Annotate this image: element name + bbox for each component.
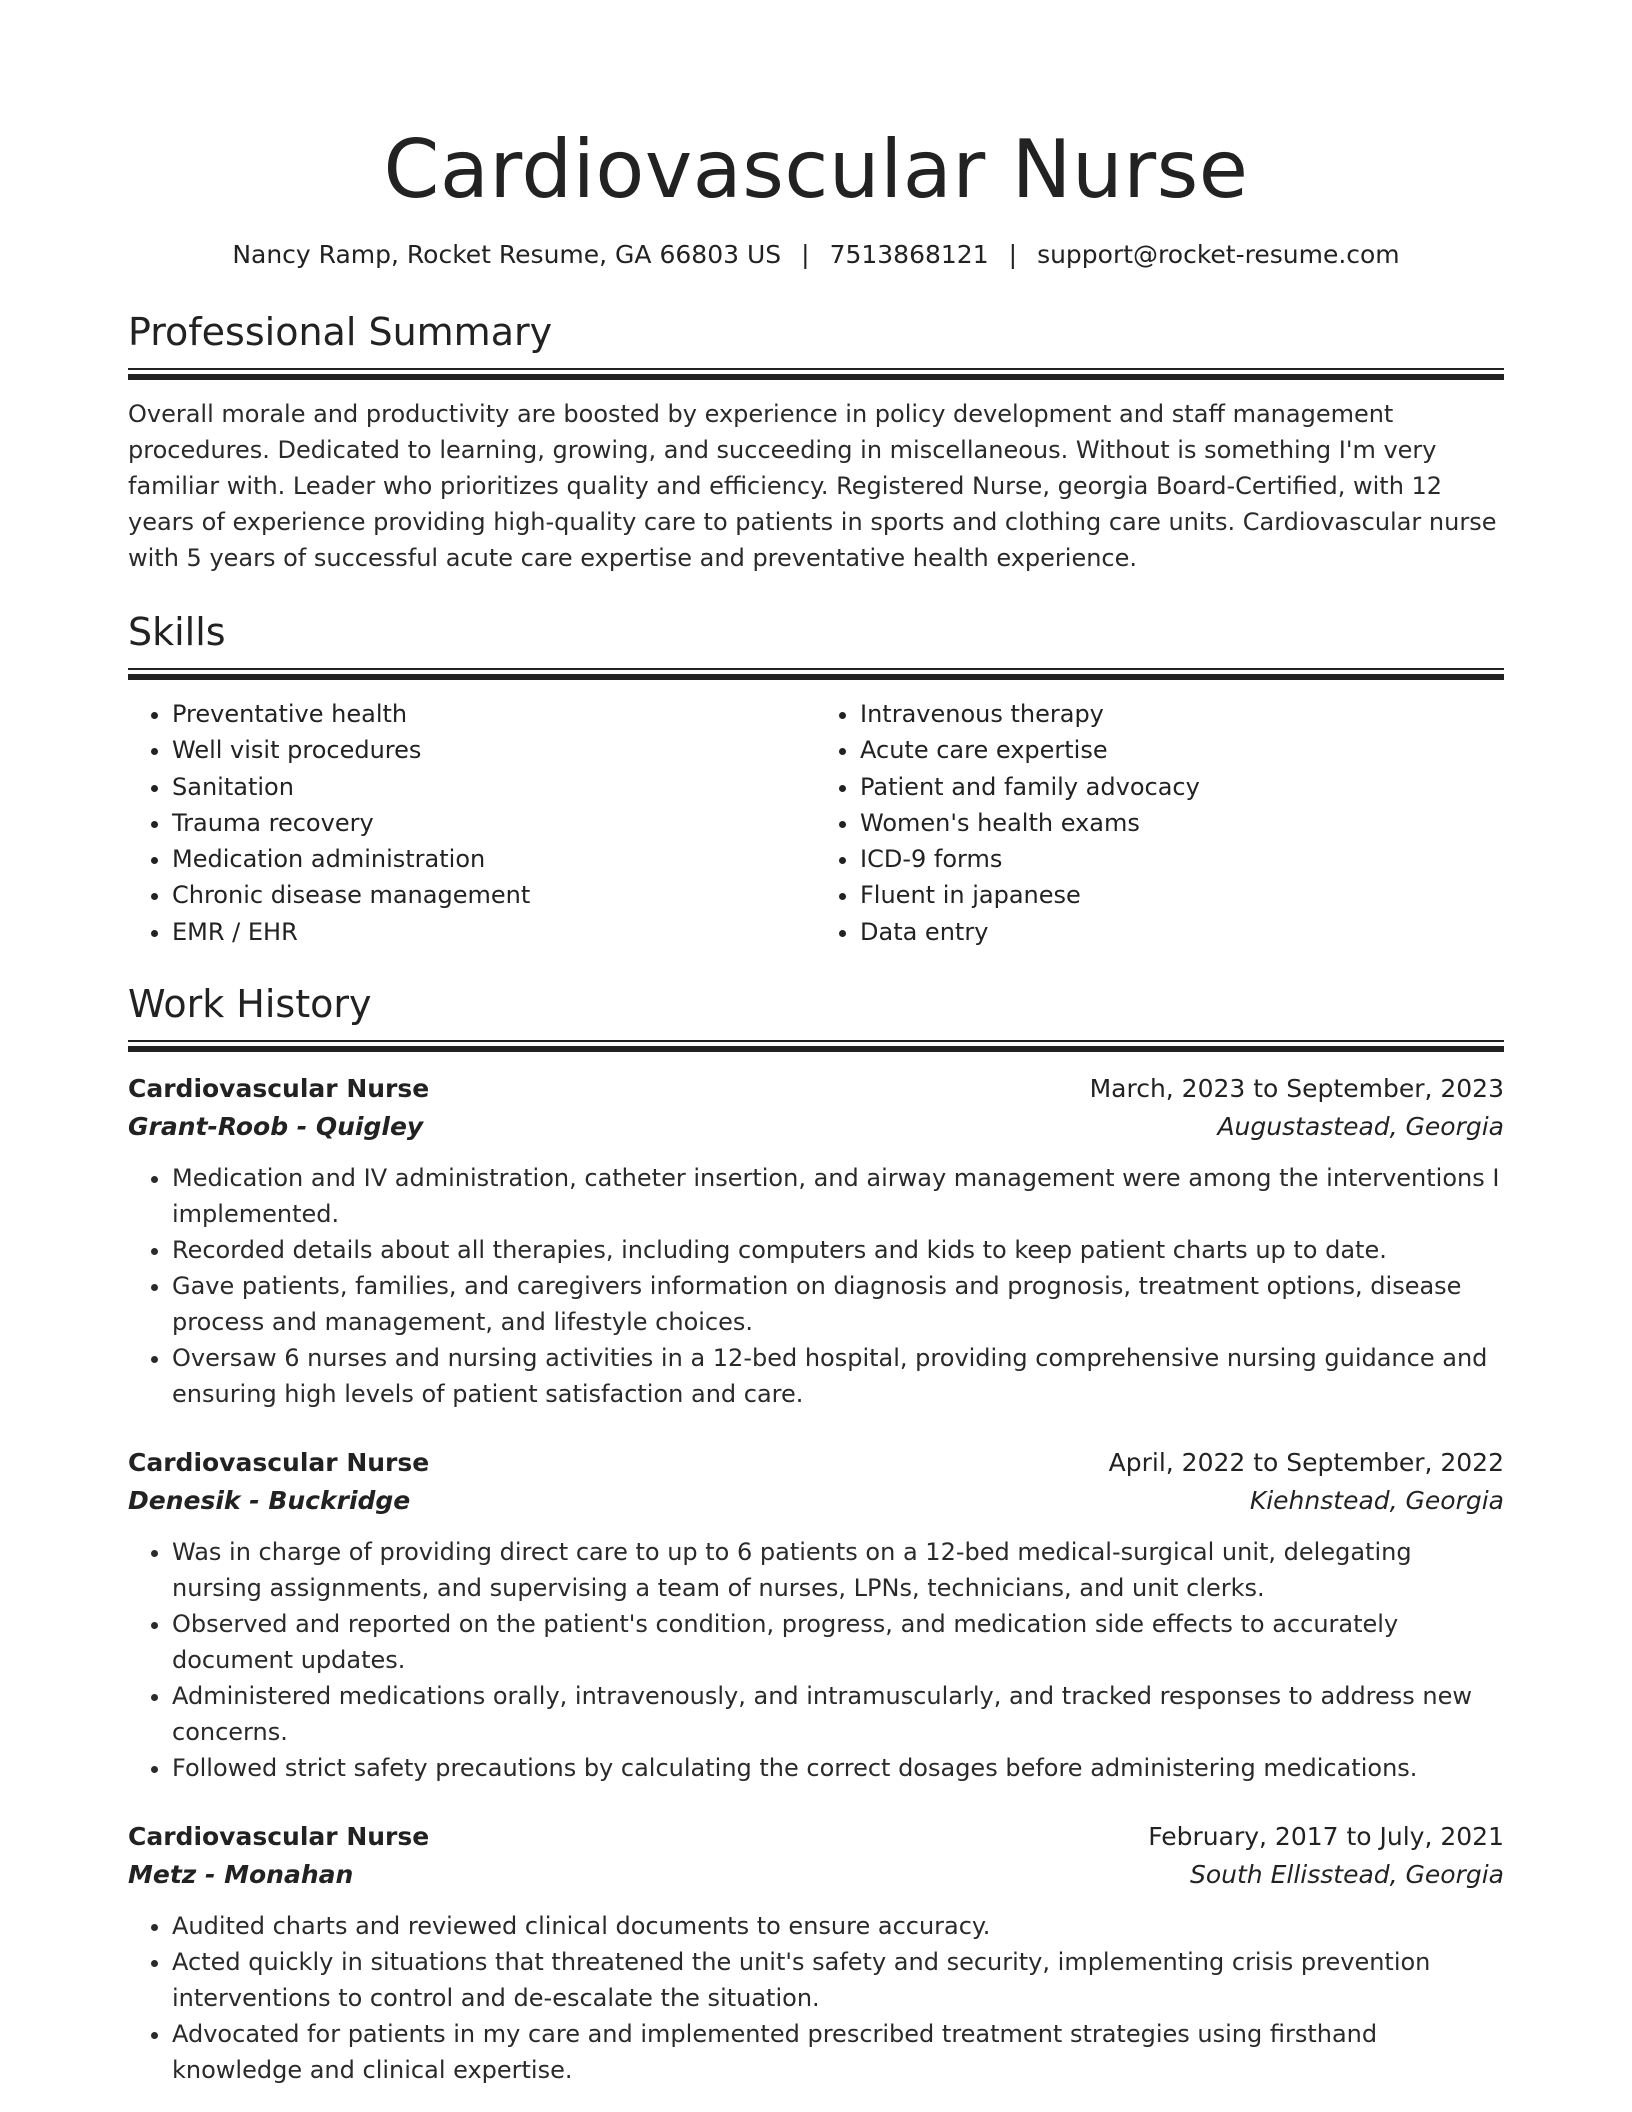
section-title-summary: Professional Summary: [128, 310, 553, 354]
job-bullet: • Gave patients, families, and caregivers information on diagnosis and prognosis, treatment options, disease process and management, and lifestyle choices.: [172, 1268, 1504, 1340]
job-title: Cardiovascular Nurse: [128, 1448, 430, 1478]
job-location: Augustastead, Georgia: [1217, 1112, 1504, 1142]
job-header-row: [128, 1818, 1504, 1856]
summary-text: Overall morale and productivity are boosted by experience in policy development and staff management procedures. Dedicated to learning, growing, and succeeding in miscellaneous. Without is something I'm very familiar with. Leader who prioritizes quality and efficiency. Registered Nurse, georgia Board-Certified, with 12 years of experience providing high-quality care to patients in sports and clothing care units. Cardiovascular nurse with 5 years of successful acute care expertise and preventative health experience.: [128, 400, 1497, 572]
skill-item: • Fluent in japanese: [860, 877, 1504, 913]
skill-item: • ICD-9 forms: [860, 841, 1504, 877]
job-bullet: • Observed and reported on the patient's condition, progress, and medication side effects to accurately document updates.: [172, 1606, 1504, 1678]
contact-separator: |: [1008, 240, 1018, 269]
job-entry: [128, 1818, 1504, 2088]
job-bullet: • Recorded details about all therapies, including computers and kids to keep patient charts up to date.: [172, 1232, 1504, 1268]
section-divider: [128, 668, 1504, 680]
contact-phone: 7513868121: [829, 240, 989, 269]
contact-line: [128, 238, 1504, 272]
job-bullet: • Oversaw 6 nurses and nursing activities in a 12-bed hospital, providing comprehensive nursing guidance and ensuring high levels of patient satisfaction and care.: [172, 1340, 1504, 1412]
skills-grid: [128, 696, 1504, 950]
job-bullet: • Acted quickly in situations that threatened the unit's safety and security, implementing crisis prevention interventions to control and de-escalate the situation.: [172, 1944, 1504, 2016]
job-location: Kiehnstead, Georgia: [1249, 1486, 1504, 1516]
skill-item: • Women's health exams: [860, 805, 1504, 841]
job-title: Cardiovascular Nurse: [128, 1822, 430, 1852]
skills-section: [128, 608, 1504, 950]
job-bullet: • Audited charts and reviewed clinical documents to ensure accuracy.: [172, 1908, 1504, 1944]
job-subheader-row: [128, 1482, 1504, 1520]
job-bullet: • Was in charge of providing direct care to up to 6 patients on a 12-bed medical-surgical unit, delegating nursing assignments, and supervising a team of nurses, LPNs, technicians, and unit clerks.: [172, 1534, 1504, 1606]
work-history-section: [128, 980, 1504, 2088]
job-subheader-row: [128, 1856, 1504, 1894]
job-dates: February, 2017 to July, 2021: [1148, 1822, 1504, 1852]
section-title-skills: Skills: [128, 610, 226, 654]
skill-item: • EMR / EHR: [172, 914, 816, 950]
contact-address: Nancy Ramp, Rocket Resume, GA 66803 US: [232, 240, 782, 269]
resume-name: Cardiovascular Nurse: [383, 123, 1249, 216]
skill-item: • Sanitation: [172, 769, 816, 805]
job-header-row: [128, 1444, 1504, 1482]
section-title-work: Work History: [128, 982, 372, 1027]
job-bullet: • Followed strict safety precautions by calculating the correct dosages before administering medications.: [172, 1750, 1504, 1786]
job-bullet: • Medication and IV administration, catheter insertion, and airway management were among the interventions I implemented.: [172, 1160, 1504, 1232]
skill-item: • Chronic disease management: [172, 877, 816, 913]
skill-item: • Patient and family advocacy: [860, 769, 1504, 805]
job-company: Denesik - Buckridge: [128, 1486, 411, 1516]
contact-email: support@rocket-resume.com: [1037, 240, 1400, 269]
job-company: Metz - Monahan: [128, 1860, 354, 1890]
skill-item: • Well visit procedures: [172, 732, 816, 768]
job-bullet: • Advocated for patients in my care and implemented prescribed treatment strategies using firsthand knowledge and clinical expertise.: [172, 2016, 1504, 2088]
job-company: Grant-Roob - Quigley: [128, 1112, 424, 1142]
contact-separator: |: [801, 240, 810, 269]
section-divider: [128, 368, 1504, 380]
professional-summary-section: [128, 308, 1504, 576]
skill-item: • Medication administration: [172, 841, 816, 877]
skill-item: • Acute care expertise: [860, 732, 1504, 768]
skill-item: • Data entry: [860, 914, 1504, 950]
job-bullets: [128, 1908, 1504, 2088]
skill-item: • Trauma recovery: [172, 805, 816, 841]
job-dates: April, 2022 to September, 2022: [1108, 1448, 1504, 1478]
job-bullets: [128, 1160, 1504, 1412]
job-dates: March, 2023 to September, 2023: [1089, 1074, 1504, 1104]
job-subheader-row: [128, 1108, 1504, 1146]
job-header-row: [128, 1070, 1504, 1108]
job-bullet: • Administered medications orally, intravenously, and intramuscularly, and tracked responses to address new concerns.: [172, 1678, 1504, 1750]
job-entry: [128, 1070, 1504, 1412]
skill-item: • Preventative health: [172, 696, 816, 732]
job-location: South Ellisstead, Georgia: [1189, 1860, 1504, 1890]
job-title: Cardiovascular Nurse: [128, 1074, 430, 1104]
job-entry: [128, 1444, 1504, 1786]
skill-item: • Intravenous therapy: [860, 696, 1504, 732]
section-divider: [128, 1040, 1504, 1052]
job-bullets: [128, 1534, 1504, 1786]
skills-list-right: [816, 696, 1504, 950]
skills-list-left: [128, 696, 816, 950]
resume-page: [128, 0, 1504, 2088]
